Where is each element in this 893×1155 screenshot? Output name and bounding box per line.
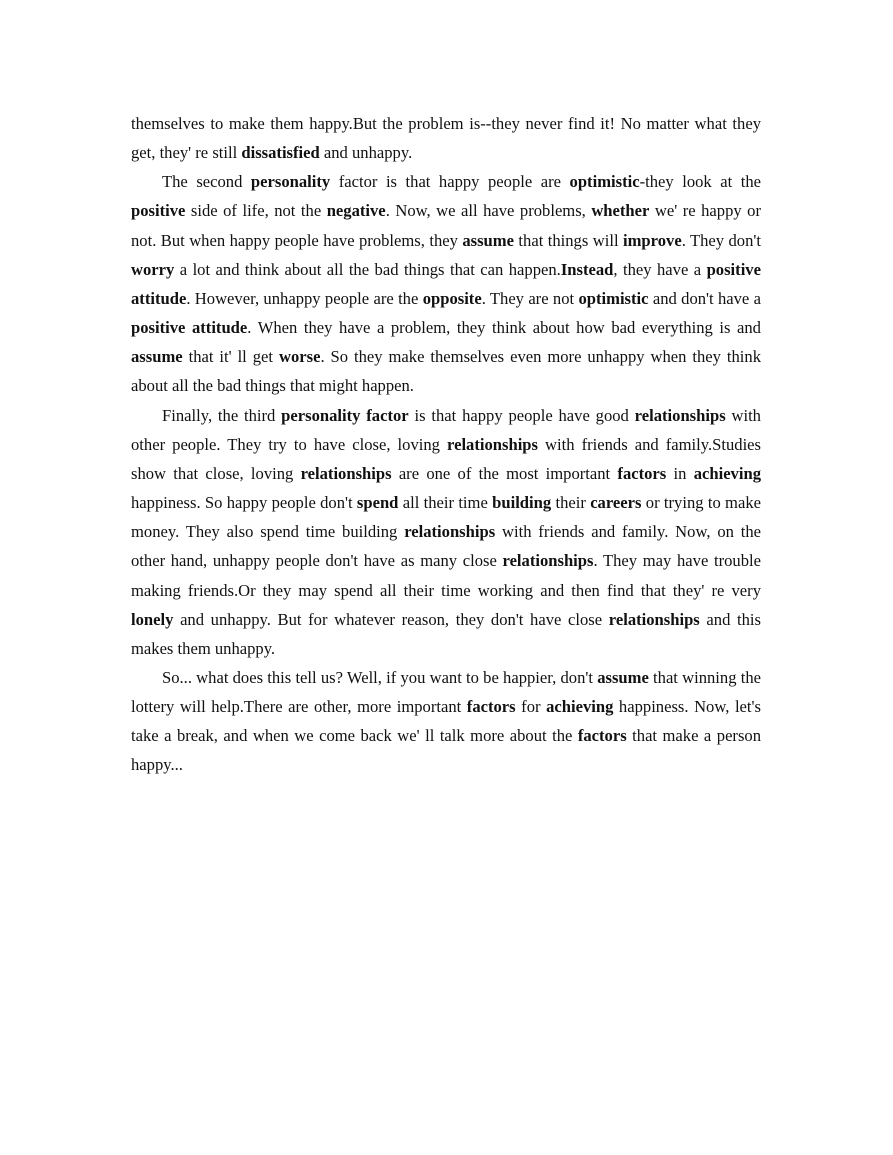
bold-keyword: factors	[617, 463, 667, 483]
paragraph-2	[131, 167, 761, 400]
text-run: Finally, the third	[162, 405, 282, 425]
text-run: side of life, not the	[185, 201, 327, 221]
paragraph-1	[131, 109, 761, 167]
text-run: and this makes them unhappy.	[131, 609, 761, 658]
bold-keyword: relationships	[502, 551, 594, 571]
text-run: with friends and family.Studies show that close, loving	[131, 434, 761, 483]
text-run: that make a person happy...	[131, 726, 762, 775]
text-run: happiness. Now, let's take a break, and when we come back we' ll talk more about the	[131, 697, 761, 746]
bold-keyword: whether	[591, 201, 650, 221]
text-run: . When they have a problem, they think about how bad everything is and	[247, 318, 761, 338]
text-run: , they have a	[613, 259, 707, 279]
text-run: . They are not	[481, 288, 579, 308]
paragraph-4	[131, 663, 761, 780]
text-run: and don't have a	[648, 288, 761, 308]
bold-keyword: assume	[597, 667, 649, 687]
text-run: . They may have trouble making friends.Or they may spend all their time working and then find that they' re very	[131, 551, 761, 600]
text-run: that winning the lottery will help.There are other, more important	[131, 667, 761, 717]
bold-keyword: relationships	[447, 434, 538, 454]
text-run: or trying to make money. They also spend time building	[131, 493, 761, 542]
text-run: and unhappy.	[319, 143, 413, 163]
bold-keyword: achieving	[546, 697, 614, 717]
document-page	[131, 109, 761, 780]
text-run: are one of the most important	[391, 463, 618, 483]
text-run: The second	[162, 172, 251, 192]
bold-keyword: improve	[623, 230, 682, 250]
bold-keyword: optimistic	[569, 172, 640, 192]
text-run: happiness. So happy people don't	[131, 493, 357, 513]
text-run: . However, unhappy people are the	[186, 288, 423, 308]
text-run: is that happy people have good	[408, 405, 635, 425]
bold-keyword: relationships	[634, 405, 726, 425]
bold-keyword: careers	[590, 493, 642, 513]
bold-keyword: relationships	[404, 522, 496, 542]
bold-keyword: positive attitude	[131, 259, 761, 308]
bold-keyword: worse	[278, 347, 321, 367]
text-run: So... what does this tell us? Well, if you want to be happier, don't	[162, 667, 598, 687]
bold-keyword: achieving	[693, 463, 761, 483]
paragraph-3	[131, 401, 761, 663]
text-run: . So they make themselves even more unhappy when they think about all the bad things that might happen.	[131, 347, 761, 396]
bold-keyword: positive attitude	[131, 318, 248, 338]
bold-keyword: relationships	[300, 463, 392, 483]
bold-keyword: assume	[131, 347, 183, 367]
text-run: with other people. They try to have close, loving	[131, 405, 761, 454]
bold-keyword: relationships	[608, 609, 700, 629]
bold-keyword: worry	[131, 259, 175, 279]
bold-keyword: assume	[462, 230, 514, 250]
text-run: -they look at the	[639, 172, 761, 192]
bold-keyword: positive	[131, 201, 186, 221]
text-run: that things will	[513, 230, 623, 250]
text-run: themselves to make them happy.But the problem is--they never find it! No matter what they get, they' re still	[131, 114, 761, 163]
text-run: we' re happy or not. But when happy people have problems, they	[131, 201, 761, 250]
bold-keyword: building	[492, 493, 552, 513]
text-run: with friends and family. Now, on the other hand, unhappy people don't have as many close	[131, 522, 762, 571]
bold-keyword: personality	[250, 172, 331, 192]
bold-keyword: lonely	[131, 609, 174, 629]
bold-keyword: negative	[326, 201, 386, 221]
text-run: factor is that happy people are	[330, 172, 570, 192]
text-run: . Now, we all have problems,	[385, 201, 592, 221]
text-run: and unhappy. But for whatever reason, they don't have close	[173, 609, 609, 629]
text-run: a lot and think about all the bad things that can happen.	[174, 259, 561, 279]
bold-keyword: factors	[466, 697, 516, 717]
text-run: their	[551, 493, 591, 513]
bold-keyword: personality factor	[281, 405, 409, 425]
bold-keyword: Instead	[560, 259, 614, 279]
bold-keyword: optimistic	[578, 288, 649, 308]
text-run: in	[666, 463, 694, 483]
bold-keyword: spend	[356, 493, 399, 513]
bold-keyword: factors	[577, 726, 627, 746]
text-run: for	[515, 697, 547, 717]
bold-keyword: opposite	[422, 288, 482, 308]
bold-keyword: dissatisfied	[241, 143, 320, 163]
text-run: . They don't	[681, 230, 761, 250]
text-run: that it' ll get	[182, 347, 279, 367]
text-run: all their time	[398, 493, 493, 513]
